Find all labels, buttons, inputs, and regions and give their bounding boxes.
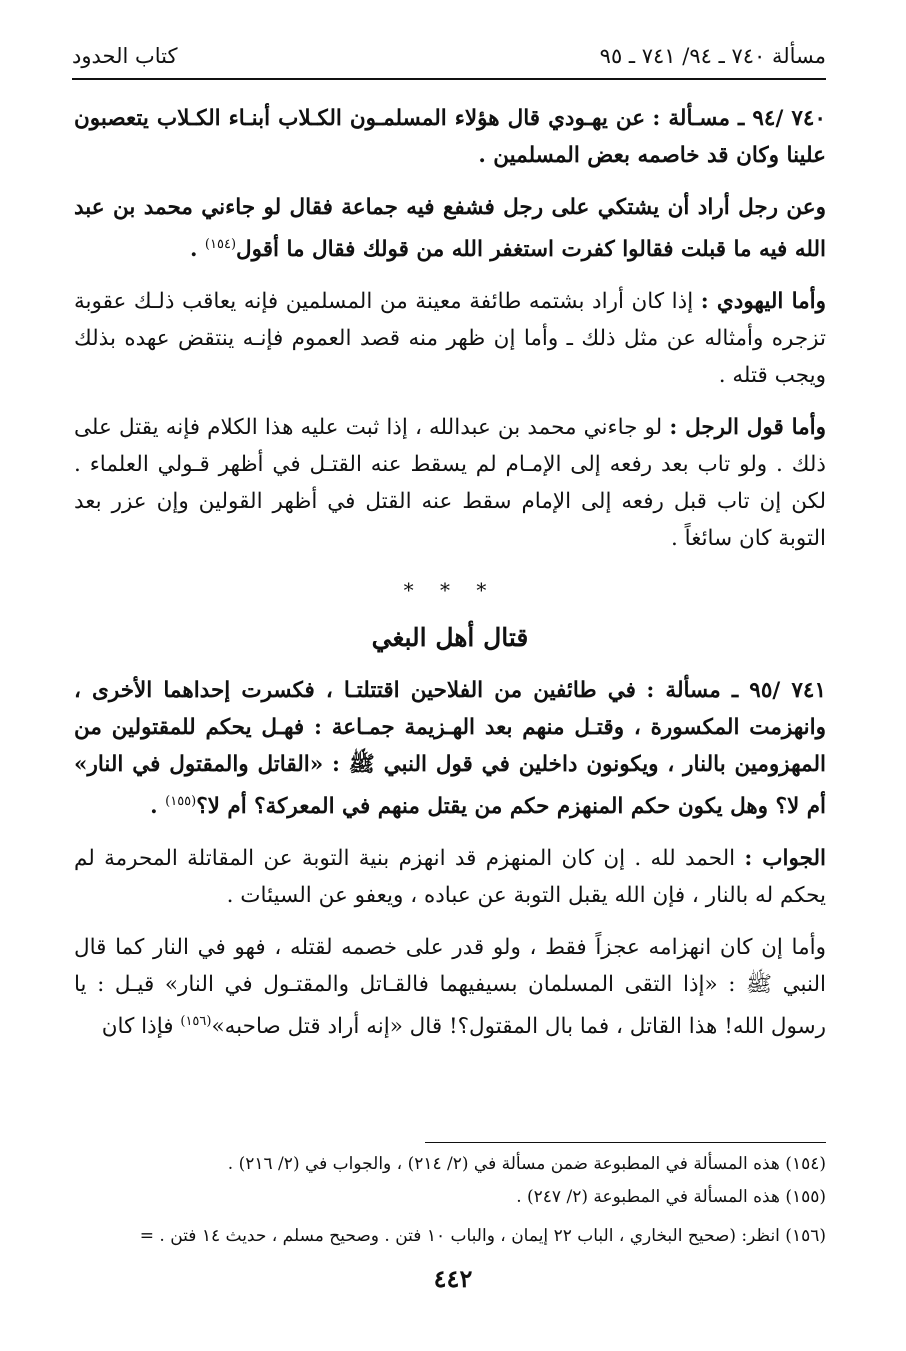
footnote-155: (١٥٥) هذه المسألة في المطبوعة (٢/ ٢٤٧) . — [516, 1187, 826, 1207]
footnote-156: (١٥٦) انظر: (صحيح البخاري ، الباب ٢٢ إيمان ، والباب ١٠ فتن . وصحيح مسلم ، حديث ١٤ فتن . = — [139, 1226, 826, 1246]
header-divider — [72, 78, 826, 80]
header-book-title: كتاب الحدود — [72, 44, 178, 68]
question-741-text: في طائفين من الفلاحين اقتتلتـا ، فكسرت إحداهما الأخرى ، وانهزمت المكسورة ، وقتـل منهم بعد الهـزيمة جمـاعة : فهـل يحكم للمقتولين من المهزومين بالنار ، ويكونون داخلين في قول النبي ﷺ : «القاتل والمقتول في النار» أم لا؟ وهل يكون حكم المنهزم حكم من يقتل منهم في المعركة؟ أم لا؟ — [74, 678, 826, 820]
footnote-ref-155: (١٥٥) — [165, 794, 197, 810]
answer-741-text: الحمد لله . إن كان المنهزم قد انهزم بنية التوبة عن المقاتلة المحرمة لم يحكم له بالنار ، فإن الله يقبل التوبة عن عباده ، ويعفو عن السيئات . — [74, 846, 826, 909]
footnote-ref-156: (١٥٦) — [180, 1014, 212, 1030]
answer-man-label: وأما قول الرجل : — [669, 415, 826, 441]
question-741-number: ٧٤١ /٩٥ ـ مسألة : — [646, 678, 827, 704]
answer-741-continued — [74, 929, 826, 1045]
running-header — [72, 36, 826, 76]
footnote-154: (١٥٤) هذه المسألة في المطبوعة ضمن مسألة في (٢/ ٢١٤) ، والجواب في (٢/ ٢١٦) . — [227, 1154, 826, 1174]
section-separator: * * * — [403, 578, 497, 603]
answer-jew-text: إذا كان أراد بشتمه طائفة معينة من المسلمين فإنه يعاقب ذلـك عقوبة تزجره وأمثاله عن مثل ذلك ـ وأما إن ظهر منه قصد العموم فإنـه ينتقض عهده بذلك ويجب قتله . — [74, 289, 826, 389]
answer-jew-label: وأما اليهودي : — [700, 289, 826, 315]
question-741-end: . — [150, 794, 166, 820]
answer-jew — [74, 283, 826, 394]
question-740-part2-end: . — [189, 237, 205, 263]
question-740-part2-text: وعن رجل أراد أن يشتكي على رجل فشفع فيه جماعة فقال لو جاءني محمد بن عبد الله فيه ما قبلت فقالوا كفرت استغفر الله من قولك فقال ما أقول — [74, 195, 826, 263]
answer-741-continued-text: وأما إن كان انهزامه عجزاً فقط ، ولو قدر على خصمه لقتله ، فهو في النار كما قال النبي ﷺ : «إذا التقى المسلمان بسيفيهما فالقـاتل والمقتـول في النار» قيـل : يا رسول الله! هذا القاتل ، فما بال المقتول؟! قال «إنه أراد قتل صاحبه» — [74, 935, 826, 1040]
footnote-divider — [425, 1142, 826, 1143]
answer-741 — [74, 840, 826, 914]
header-section-range: مسألة ٧٤٠ ـ ٩٤/ ٧٤١ ـ ٩٥ — [599, 44, 826, 68]
footnotes — [74, 1148, 826, 1253]
answer-741-continued-tail: فإذا كان — [101, 1014, 181, 1040]
question-740-part2 — [74, 189, 826, 268]
question-741 — [74, 672, 826, 825]
answer-man — [74, 409, 826, 557]
page-number: ٤٤٢ — [433, 1264, 473, 1293]
answer-741-label: الجواب : — [744, 846, 826, 872]
question-740-text: عن يهـودي قال هؤلاء المسلمـون الكـلاب أبنـاء الكـلاب يتعصبون علينا وكان قد خاصمه بعض المسلمين . — [74, 106, 826, 168]
question-740 — [74, 100, 826, 174]
main-text — [74, 100, 826, 1060]
answer-man-text: لو جاءني محمد بن عبدالله ، إذا ثبت عليه هذا الكلام فإنه يقتل على ذلك . ولو تاب بعد رفعه إلى الإمـام لم يسقط عنه القتـل في أظهر قـولي العلماء . لكن إن تاب قبل رفعه إلى الإمام سقط عنه القتل في أظهر القولين وإن عزر بعد التوبة كان سائغاً . — [74, 415, 826, 552]
section-heading: قتال أهل البغي — [371, 623, 529, 653]
footnote-ref-154: (١٥٤) — [204, 237, 237, 252]
question-740-number: ٧٤٠ /٩٤ ـ مسـألة : — [652, 106, 826, 131]
